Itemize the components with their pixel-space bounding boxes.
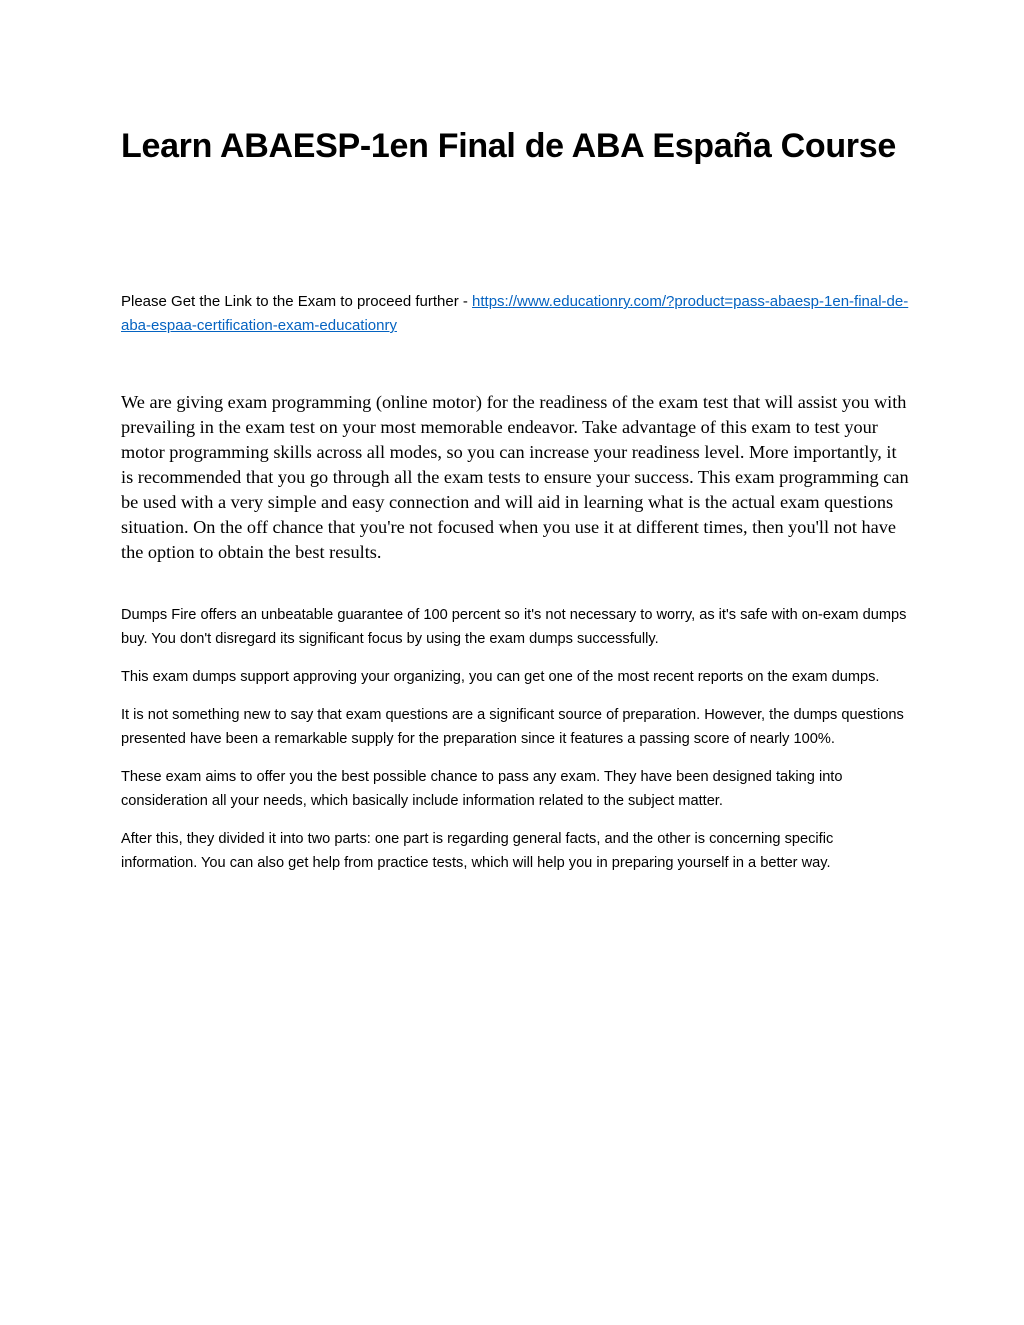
body-paragraph-4: These exam aims to offer you the best possible chance to pass any exam. They have been designed taking into consideration all your needs, which basically include information related to the subject matter. <box>121 769 843 809</box>
exam-link[interactable]: https://www.educationry.com/?product=pass-abaesp-1en-final-de-aba-espaa-certification-exam-educationry <box>121 293 909 334</box>
body-paragraph-3: It is not something new to say that exam questions are a significant source of preparation. However, the dumps questions presented have been a remarkable supply for the preparation since it features a passing score of nearly 100%. <box>121 707 904 747</box>
body-paragraph-5: After this, they divided it into two parts: one part is regarding general facts, and the other is concerning specific information. You can also get help from practice tests, which will help you in preparing yourself in a better way. <box>121 831 834 871</box>
body-paragraphs <box>121 603 911 889</box>
page-title: Learn ABAESP-1en Final de ABA España Course <box>121 127 896 165</box>
body-paragraph-2: This exam dumps support approving your organizing, you can get one of the most recent reports on the exam dumps. <box>121 669 880 685</box>
intro-paragraph <box>121 290 911 338</box>
intro-text: Please Get the Link to the Exam to proceed further - <box>121 293 473 310</box>
serif-paragraph: We are giving exam programming (online motor) for the readiness of the exam test that will assist you with prevailing in the exam test on your most memorable endeavor. Take advantage of this exam to test your motor programming skills across all modes, so you can increase your readiness level. More importantly, it is recommended that you go through all the exam tests to ensure your success. This exam programming can be used with a very simple and easy connection and will aid in learning what is the actual exam questions situation. On the off chance that you're not focused when you use it at different times, then you'll not have the option to obtain the best results. <box>121 392 909 562</box>
body-paragraph-1: Dumps Fire offers an unbeatable guarantee of 100 percent so it's not necessary to worry, as it's safe with on-exam dumps buy. You don't disregard its significant focus by using the exam dumps successfully. <box>121 607 907 647</box>
